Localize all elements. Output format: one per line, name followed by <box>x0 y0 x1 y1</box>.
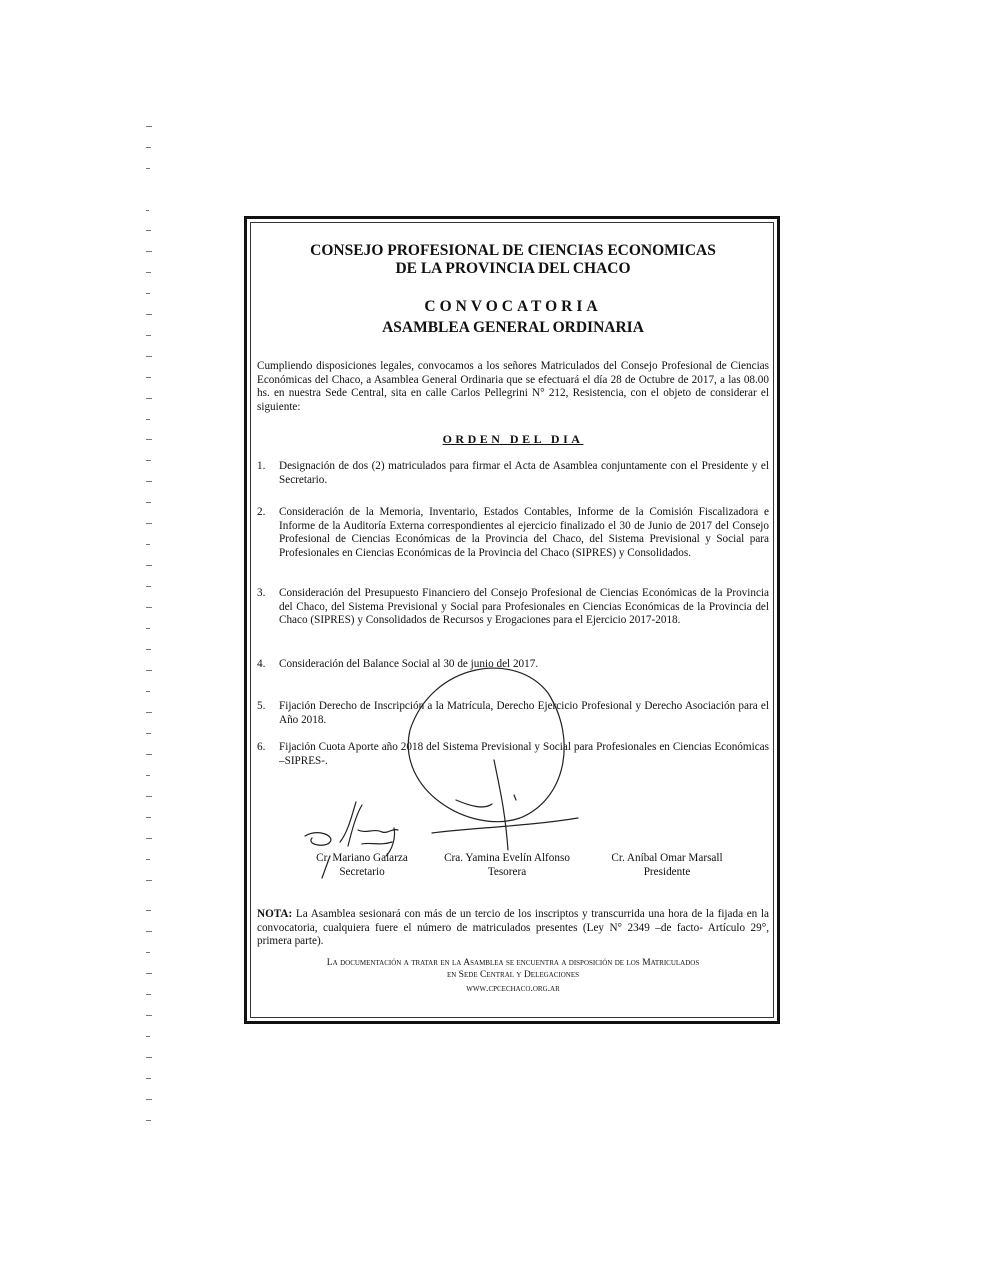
agenda-item-number: 6. <box>257 741 266 753</box>
signer-name: Cr. Mariano Galarza <box>316 852 408 864</box>
agenda-item-text: Designación de dos (2) matriculados para firmar el Acta de Asamblea conjuntamente con el Presidente y el Secretario. <box>279 460 769 486</box>
footer-url: www.cpcechaco.org.ar <box>466 983 560 994</box>
signer-name: Cr. Aníbal Omar Marsall <box>611 852 723 864</box>
intro-paragraph: Cumpliendo disposiciones legales, convocamos a los señores Matriculados del Consejo Profesional de Ciencias Económicas del Chaco, a Asamblea General Ordinaria que se efectuará el día 28 de Octubre de 2017, a las 08.00 hs. en nuestra Sede Central, sita en calle Carlos Pellegrini N° 212, Resistencia, con el objeto de considerar el siguiente: <box>257 360 769 413</box>
signature-block-secretario <box>297 851 427 879</box>
signature-block-tesorera <box>427 851 587 879</box>
notice-title: CONVOCATORIA <box>424 298 602 315</box>
org-name-line2: DE LA PROVINCIA DEL CHACO <box>395 260 631 277</box>
note-label: NOTA: <box>257 908 293 920</box>
signer-name: Cra. Yamina Evelín Alfonso <box>444 852 570 864</box>
footer-line-1: La documentación a tratar en la Asamblea se encuentra a disposición de los Matriculados <box>326 957 700 968</box>
agenda-item-text: Fijación Cuota Aporte año 2018 del Sistema Previsional y Social para Profesionales en Ciencias Económicas –SIPRES-. <box>279 741 769 767</box>
note-paragraph <box>257 908 769 949</box>
agenda-title: ORDEN DEL DIA <box>442 432 584 446</box>
agenda-item-text: Consideración de la Memoria, Inventario, Estados Contables, Informe de la Comisión Fiscalizadora e Informe de la Auditoría Externa correspondientes al ejercicio finalizado el 30 de Junio de 2017 del Consejo Profesional de Ciencias Económicas de la Provincia del Chaco, del Sistema Previsional y Social para Profesionales en Ciencias Económicas de la Provincia del Chaco (SIPRES) y Consolidados. <box>279 506 769 559</box>
agenda-item-text: Consideración del Presupuesto Financiero del Consejo Profesional de Ciencias Económicas de la Provincia del Chaco, del Sistema Previsional y Social para Profesionales en Ciencias Económicas de la Provincia del Chaco (SIPRES) y Consolidados de Recursos y Erogaciones para el Ejercicio 2017-2018. <box>279 587 769 627</box>
notice-subtitle: ASAMBLEA GENERAL ORDINARIA <box>382 319 644 336</box>
agenda-item-text: Fijación Derecho de Inscripción a la Matrícula, Derecho Ejercicio Profesional y Derecho Asociación para el Año 2018. <box>279 700 769 726</box>
agenda-item-number: 1. <box>257 460 266 472</box>
agenda-item-number: 3. <box>257 587 266 599</box>
signer-role: Tesorera <box>487 866 527 878</box>
footer-line-2: en Sede Central y Delegaciones <box>446 969 580 980</box>
scan-margin-marks <box>146 120 158 1130</box>
agenda-item-number: 2. <box>257 506 266 518</box>
agenda-item-number: 4. <box>257 658 266 670</box>
org-name-line1: CONSEJO PROFESIONAL DE CIENCIAS ECONOMICAS <box>310 242 716 259</box>
agenda-item-number: 5. <box>257 700 266 712</box>
signer-role: Secretario <box>339 866 385 878</box>
signer-role: Presidente <box>643 866 691 878</box>
signature-block-presidente <box>592 851 742 879</box>
agenda-item-text: Consideración del Balance Social al 30 de junio del 2017. <box>279 658 539 670</box>
note-text: La Asamblea sesionará con más de un tercio de los inscriptos y transcurrida una hora de la fijada en la convocatoria, cualquiera fuere el número de matriculados presentes (Ley N° 2349 –de facto- Artículo 29°, primera parte). <box>257 908 769 948</box>
